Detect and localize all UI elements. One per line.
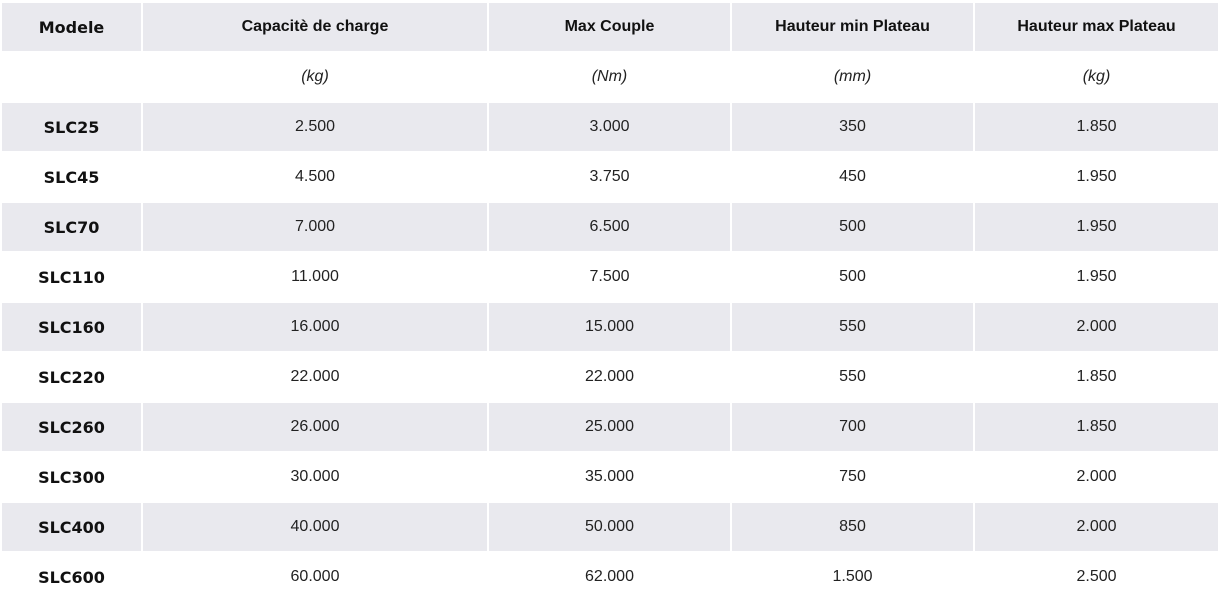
table-row [2,153,1218,203]
cell-hauteur-min-plateau: 750 [730,453,973,503]
header-capacite-de-charge: Capacitè de charge [141,3,487,53]
cell-hauteur-min-plateau: 550 [730,353,973,403]
table-row [2,403,1218,453]
units-row [2,53,1218,103]
header-hauteur-max-plateau: Hauteur max Plateau [973,3,1218,53]
table-header [2,3,1218,53]
cell-max-couple: 50.000 [487,503,730,553]
table-row [2,103,1218,153]
model-name-cell: SLC220 [2,353,141,403]
model-name-cell: SLC260 [2,403,141,453]
unit-max-couple: (Nm) [487,53,730,103]
cell-hauteur-min-plateau: 1.500 [730,553,973,603]
cell-hauteur-min-plateau: 700 [730,403,973,453]
header-modele: Modele [2,3,141,53]
cell-max-couple: 25.000 [487,403,730,453]
unit-capacite-de-charge: (kg) [141,53,487,103]
unit-modele [2,53,141,103]
cell-max-couple: 35.000 [487,453,730,503]
model-name-cell: SLC160 [2,303,141,353]
cell-hauteur-max-plateau: 1.950 [973,253,1218,303]
cell-max-couple: 3.000 [487,103,730,153]
header-row [2,3,1218,53]
cell-max-couple: 7.500 [487,253,730,303]
cell-hauteur-max-plateau: 2.500 [973,553,1218,603]
table-row [2,303,1218,353]
cell-capacite-de-charge: 4.500 [141,153,487,203]
cell-hauteur-min-plateau: 850 [730,503,973,553]
cell-hauteur-min-plateau: 500 [730,203,973,253]
model-name-cell: SLC300 [2,453,141,503]
table-row [2,503,1218,553]
model-name-cell: SLC400 [2,503,141,553]
header-hauteur-min-plateau: Hauteur min Plateau [730,3,973,53]
model-name-cell: SLC45 [2,153,141,203]
table-row [2,453,1218,503]
model-name-cell: SLC70 [2,203,141,253]
cell-hauteur-max-plateau: 1.850 [973,403,1218,453]
model-name-cell: SLC600 [2,553,141,603]
cell-hauteur-min-plateau: 450 [730,153,973,203]
cell-max-couple: 15.000 [487,303,730,353]
cell-hauteur-max-plateau: 2.000 [973,303,1218,353]
cell-hauteur-max-plateau: 2.000 [973,453,1218,503]
cell-capacite-de-charge: 22.000 [141,353,487,403]
cell-hauteur-max-plateau: 1.950 [973,203,1218,253]
cell-capacite-de-charge: 2.500 [141,103,487,153]
cell-max-couple: 62.000 [487,553,730,603]
cell-capacite-de-charge: 30.000 [141,453,487,503]
cell-hauteur-min-plateau: 550 [730,303,973,353]
unit-hauteur-max-plateau: (kg) [973,53,1218,103]
table-row [2,553,1218,603]
table-body [2,53,1218,603]
cell-hauteur-min-plateau: 500 [730,253,973,303]
table-row [2,253,1218,303]
cell-capacite-de-charge: 26.000 [141,403,487,453]
cell-capacite-de-charge: 7.000 [141,203,487,253]
header-max-couple: Max Couple [487,3,730,53]
cell-capacite-de-charge: 60.000 [141,553,487,603]
cell-capacite-de-charge: 16.000 [141,303,487,353]
cell-capacite-de-charge: 11.000 [141,253,487,303]
cell-hauteur-max-plateau: 1.850 [973,103,1218,153]
cell-hauteur-max-plateau: 2.000 [973,503,1218,553]
cell-hauteur-min-plateau: 350 [730,103,973,153]
cell-max-couple: 6.500 [487,203,730,253]
unit-hauteur-min-plateau: (mm) [730,53,973,103]
spec-table [2,3,1218,603]
table-row [2,353,1218,403]
table-row [2,203,1218,253]
model-name-cell: SLC110 [2,253,141,303]
model-name-cell: SLC25 [2,103,141,153]
cell-capacite-de-charge: 40.000 [141,503,487,553]
cell-hauteur-max-plateau: 1.950 [973,153,1218,203]
cell-max-couple: 3.750 [487,153,730,203]
cell-hauteur-max-plateau: 1.850 [973,353,1218,403]
cell-max-couple: 22.000 [487,353,730,403]
